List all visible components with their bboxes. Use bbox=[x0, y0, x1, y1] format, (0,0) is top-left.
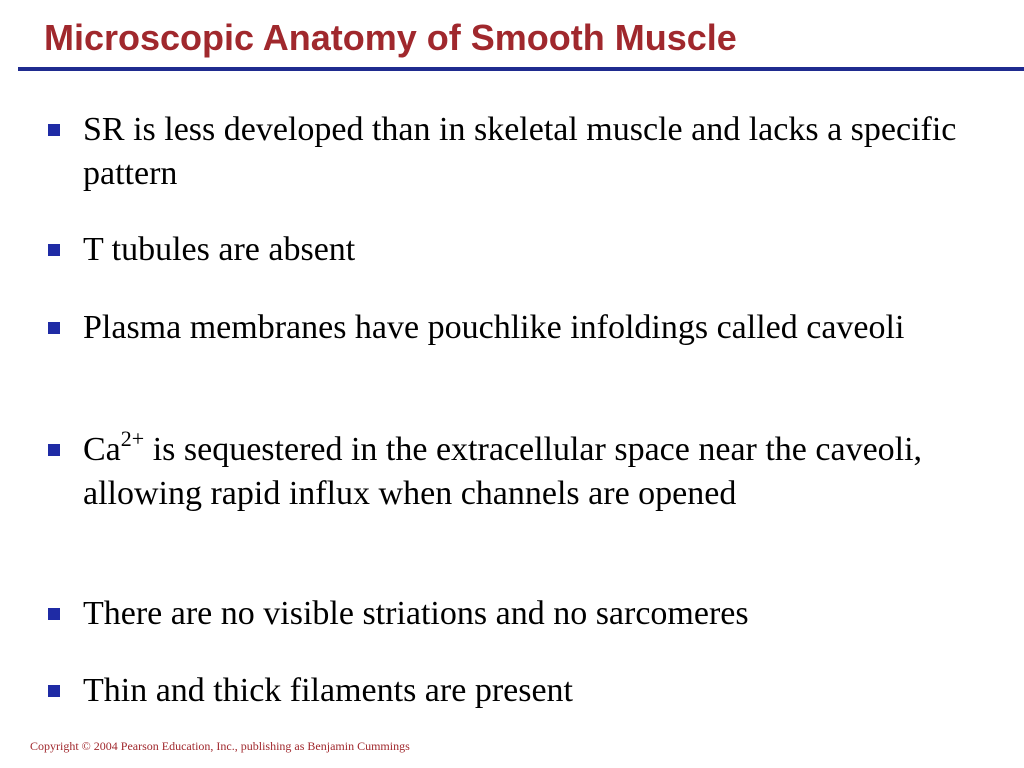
bullet-text: T tubules are absent bbox=[83, 231, 356, 268]
bullet-text: There are no visible striations and no sarcomeres bbox=[83, 595, 749, 632]
square-bullet-icon bbox=[48, 124, 60, 136]
bullet-text-rest: is sequestered in the extracellular space near the caveoli, allowing rapid influx when channels are opened bbox=[83, 431, 923, 512]
title-underline bbox=[18, 67, 1024, 71]
slide-title: Microscopic Anatomy of Smooth Muscle bbox=[44, 17, 737, 58]
bullet-text: SR is less developed than in skeletal muscle and lacks a specific pattern bbox=[83, 111, 957, 192]
square-bullet-icon bbox=[48, 608, 60, 620]
square-bullet-icon bbox=[48, 322, 60, 334]
charge-superscript: 2+ bbox=[120, 426, 145, 451]
copyright-footer: Copyright © 2004 Pearson Education, Inc., publishing as Benjamin Cummings bbox=[30, 739, 410, 753]
bullet-text: Thin and thick filaments are present bbox=[83, 672, 573, 709]
bullet-text bbox=[83, 428, 983, 516]
bullet-text: Plasma membranes have pouchlike infoldings called caveoli bbox=[83, 309, 905, 346]
square-bullet-icon bbox=[48, 444, 60, 456]
square-bullet-icon bbox=[48, 685, 60, 697]
square-bullet-icon bbox=[48, 244, 60, 256]
calcium-symbol: Ca bbox=[83, 431, 121, 468]
